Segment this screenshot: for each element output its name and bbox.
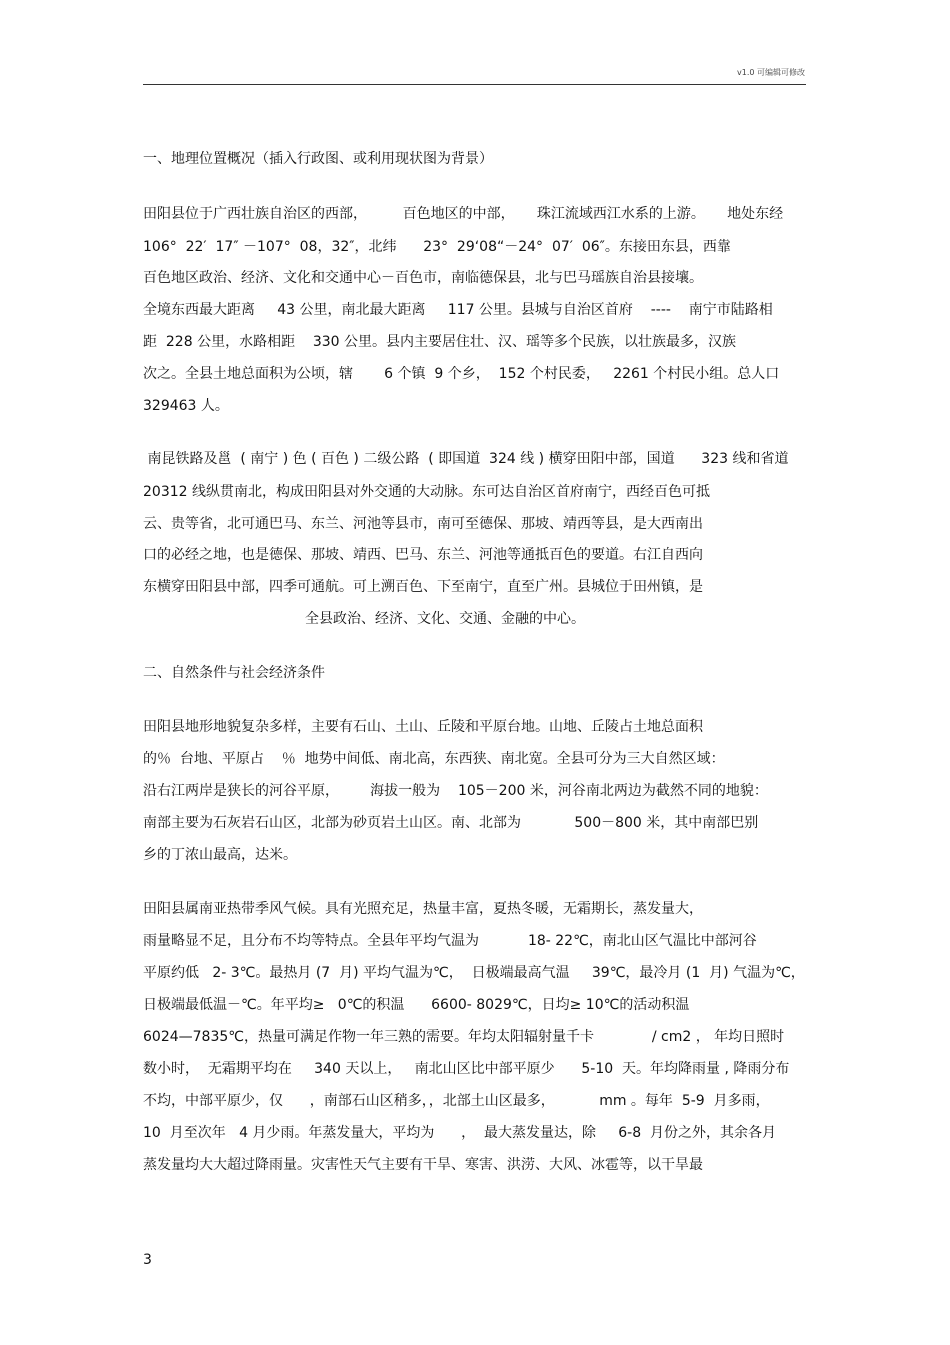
text-line: 日极端最低温－℃。年平均≥ 0℃的积温 6600- 8029℃，日均≥ 10℃的活动积温 bbox=[143, 997, 690, 1013]
text-line: 次之。全县土地总面积为公顷，辖 6 个镇 9 个乡， 152 个村民委， 2261 个村民小组。总人口 bbox=[143, 366, 780, 382]
text-line: 百色地区政治、经济、文化和交通中心－百色市，南临德保县，北与巴马瑶族自治县接壤。 bbox=[143, 270, 703, 286]
text-line: 10 月至次年 4 月少雨。年蒸发量大，平均为 ， 最大蒸发量达，除 6-8 月份之外，其余各月 bbox=[143, 1125, 777, 1141]
text-line: 南昆铁路及邕 ( 南宁 ) 色 ( 百色 ) 二级公路 ( 即国道 324 线 ) 横穿田阳中部，国道 323 线和省道 bbox=[143, 451, 789, 467]
text-line: 平原约低 2- 3℃。最热月 (7 月) 平均气温为℃， 日极端最高气温 39℃，最冷月 (1 月) 气温为℃， bbox=[143, 965, 805, 981]
text-line: 田阳县地形地貌复杂多样，主要有石山、土山、丘陵和平原台地。山地、丘陵占土地总面积 bbox=[143, 719, 703, 735]
text-line: 距 228 公里，水路相距 330 公里。县内主要居住壮、汉、瑶等多个民族，以壮族最多，汉族 bbox=[143, 334, 737, 350]
text-line: 田阳县位于广西壮族自治区的西部， 百色地区的中部， 珠江流域西江水系的上游。 地处东经 bbox=[143, 206, 784, 222]
text-line: 329463 人。 bbox=[143, 398, 229, 414]
text-line: 口的必经之地，也是德保、那坡、靖西、巴马、东兰、河池等通抵百色的要道。右江自西向 bbox=[143, 547, 703, 563]
header-rule bbox=[143, 84, 806, 85]
text-line: 东横穿田阳县中部，四季可通航。可上溯百色、下至南宁，直至广州。县城位于田州镇，是 bbox=[143, 579, 703, 595]
text-line: 南部主要为石灰岩石山区，北部为砂页岩土山区。南、北部为 500－800 米，其中南部巴别 bbox=[143, 815, 759, 831]
section-heading-2: 二、自然条件与社会经济条件 bbox=[143, 665, 325, 681]
text-line: 106° 22′ 17″ －107° 08，32″，北纬 23° 29‘08“－24° 07′ 06″。东接田东县，西靠 bbox=[143, 239, 731, 255]
section-heading-1: 一、地理位置概况（插入行政图、或利用现状图为背景） bbox=[143, 151, 493, 167]
text-line: 乡的丁浓山最高，达米。 bbox=[143, 847, 297, 863]
text-line: 20312 线纵贯南北，构成田阳县对外交通的大动脉。东可达自治区首府南宁，西经百色可抵 bbox=[143, 484, 710, 500]
text-line: 的％ 台地、平原占 ％ 地势中间低、南北高，东西狭、南北宽。全县可分为三大自然区域： bbox=[143, 751, 725, 767]
text-line: 雨量略显不足，且分布不均等特点。全县年平均气温为 18- 22℃，南北山区气温比中部河谷 bbox=[143, 933, 757, 949]
text-line: 全境东西最大距离 43 公里，南北最大距离 117 公里。县城与自治区首府 ---- 南宁市陆路相 bbox=[143, 302, 773, 318]
header-version: v1.0 可编辑可修改 bbox=[737, 68, 805, 77]
page-number: 3 bbox=[143, 1252, 152, 1268]
text-line: 数小时， 无霜期平均在 340 天以上， 南北山区比中部平原少 5-10 天。年均降雨量 , 降雨分布 bbox=[143, 1061, 790, 1077]
text-line: 不均，中部平原少，仅 ，南部石山区稍多，，北部土山区最多， mm 。每年 5-9 月多雨， bbox=[143, 1093, 770, 1109]
text-line: 田阳县属南亚热带季风气候。具有光照充足，热量丰富，夏热冬暖，无霜期长，蒸发量大， bbox=[143, 901, 703, 917]
text-line: 沿右江两岸是狭长的河谷平原， 海拔一般为 105－200 米，河谷南北两边为截然不同的地貌： bbox=[143, 783, 768, 799]
text-line: 6024—7835℃，热量可满足作物一年三熟的需要。年均太阳辐射量千卡 / cm2 ， 年均日照时 bbox=[143, 1029, 785, 1045]
text-line: 蒸发量均大大超过降雨量。灾害性天气主要有干旱、寒害、洪涝、大风、冰雹等，以干旱最 bbox=[143, 1157, 703, 1173]
text-line: 云、贵等省，北可通巴马、东兰、河池等县市，南可至德保、那坡、靖西等县，是大西南出 bbox=[143, 516, 703, 532]
text-line: 全县政治、经济、文化、交通、金融的中心。 bbox=[305, 611, 585, 627]
